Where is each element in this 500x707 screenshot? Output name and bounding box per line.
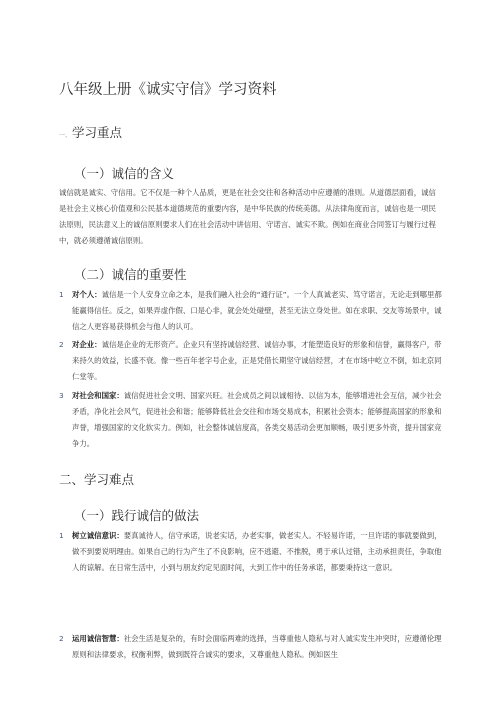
list-item-text: 要真诚待人，信守承诺，说老实话，办老实事，做老实人。不轻易许诺，一旦许诺的事就要做到，做不到要说明理由。如果自己的行为产生了不良影响，应不逃避、不推脱，勇于承认过错，主动承担责任，争取他人的谅解。在日常生活中，小到与朋友约定见面时间，大到工作中的任务承诺，都要秉持这一意识。 xyxy=(72,531,442,572)
list-item-term: 对个人： xyxy=(72,290,102,299)
list-item-term: 对企业： xyxy=(72,340,102,349)
section-heading-key-points xyxy=(59,123,122,141)
list-item-number: 2 xyxy=(59,340,64,349)
subsection-heading-importance: （二）诚信的重要性 xyxy=(74,267,187,282)
list-item-term: 对社会和国家： xyxy=(72,391,124,400)
list-item xyxy=(59,287,442,335)
list-item-term: 树立诚信意识： xyxy=(72,531,124,540)
subsection-heading-practice: （一）践行诚信的做法 xyxy=(74,508,200,523)
list-item-term: 运用诚信智慧： xyxy=(72,634,124,643)
list-item xyxy=(59,337,442,385)
list-item xyxy=(59,528,442,576)
list-item-number: 3 xyxy=(59,391,64,400)
list-item-number: 1 xyxy=(59,531,64,540)
section-number: 一、 xyxy=(59,132,72,139)
section-heading-difficulties: 二、学习难点 xyxy=(59,472,135,487)
list-item-number: 2 xyxy=(59,634,64,643)
section-title: 学习重点 xyxy=(72,125,123,140)
list-item xyxy=(59,388,442,452)
paragraph-meaning: 诚信就是诚实、守信用。它不仅是一种个人品质，更是在社会交往和各种活动中应遵循的准则。从道德层面看，诚信是社会主义核心价值观和公民基本道德规范的重要内容，是中华民族的传统美德。从法律角度而言，诚信也是一项民法原则，民法意义上的诚信原则要求人们在社会活动中讲信用、守诺言、诚实不欺。例如在商业合同签订与履行过程中，就必须遵循诚信原则。 xyxy=(59,188,436,245)
list-item-text: 社会生活是复杂的，有时会面临两难的选择，当尊重他人隐私与对人诚实发生冲突时，应遵循伦理原则和法律要求，权衡利弊，做到既符合诚实的要求，又尊重他人隐私。例如医生 xyxy=(72,634,442,659)
document-title: 八年级上册《诚实守信》学习资料 xyxy=(59,82,277,98)
list-item-text: 诚信促进社会文明、国家兴旺。社会成员之间以诚相待、以信为本，能够增进社会互信，减少社会矛盾，净化社会风气，促进社会和谐；能够降低社会交往和市场交易成本，积累社会资本；能够提高国家的形象和声誉，增强国家的文化软实力。例如，社会整体诚信度高，各类交易活动会更加顺畅，吸引更多外资，提升国家竞争力。 xyxy=(72,391,442,448)
subsection-heading-meaning: （一）诚信的含义 xyxy=(74,166,175,181)
list-item-text: 诚信是企业的无形资产。企业只有坚持诚信经营、诚信办事，才能塑造良好的形象和信誉，赢得客户，带来持久的效益，长盛不衰。像一些百年老字号企业，正是凭借长期坚守诚信经营，才在市场中屹立不倒，如北京同仁堂等。 xyxy=(72,340,442,381)
list-item xyxy=(59,631,442,663)
list-item-text: 诚信是一个人安身立命之本，是我们融入社会的“通行证”。一个人真诚老实、笃守诺言，无论走到哪里都能赢得信任。反之，如果弄虚作假、口是心非，就会处处碰壁，甚至无法立身处世。如在求职、交友等场景中，诚信之人更容易获得机会与他人的认可。 xyxy=(72,290,442,331)
list-item-number: 1 xyxy=(59,290,64,299)
